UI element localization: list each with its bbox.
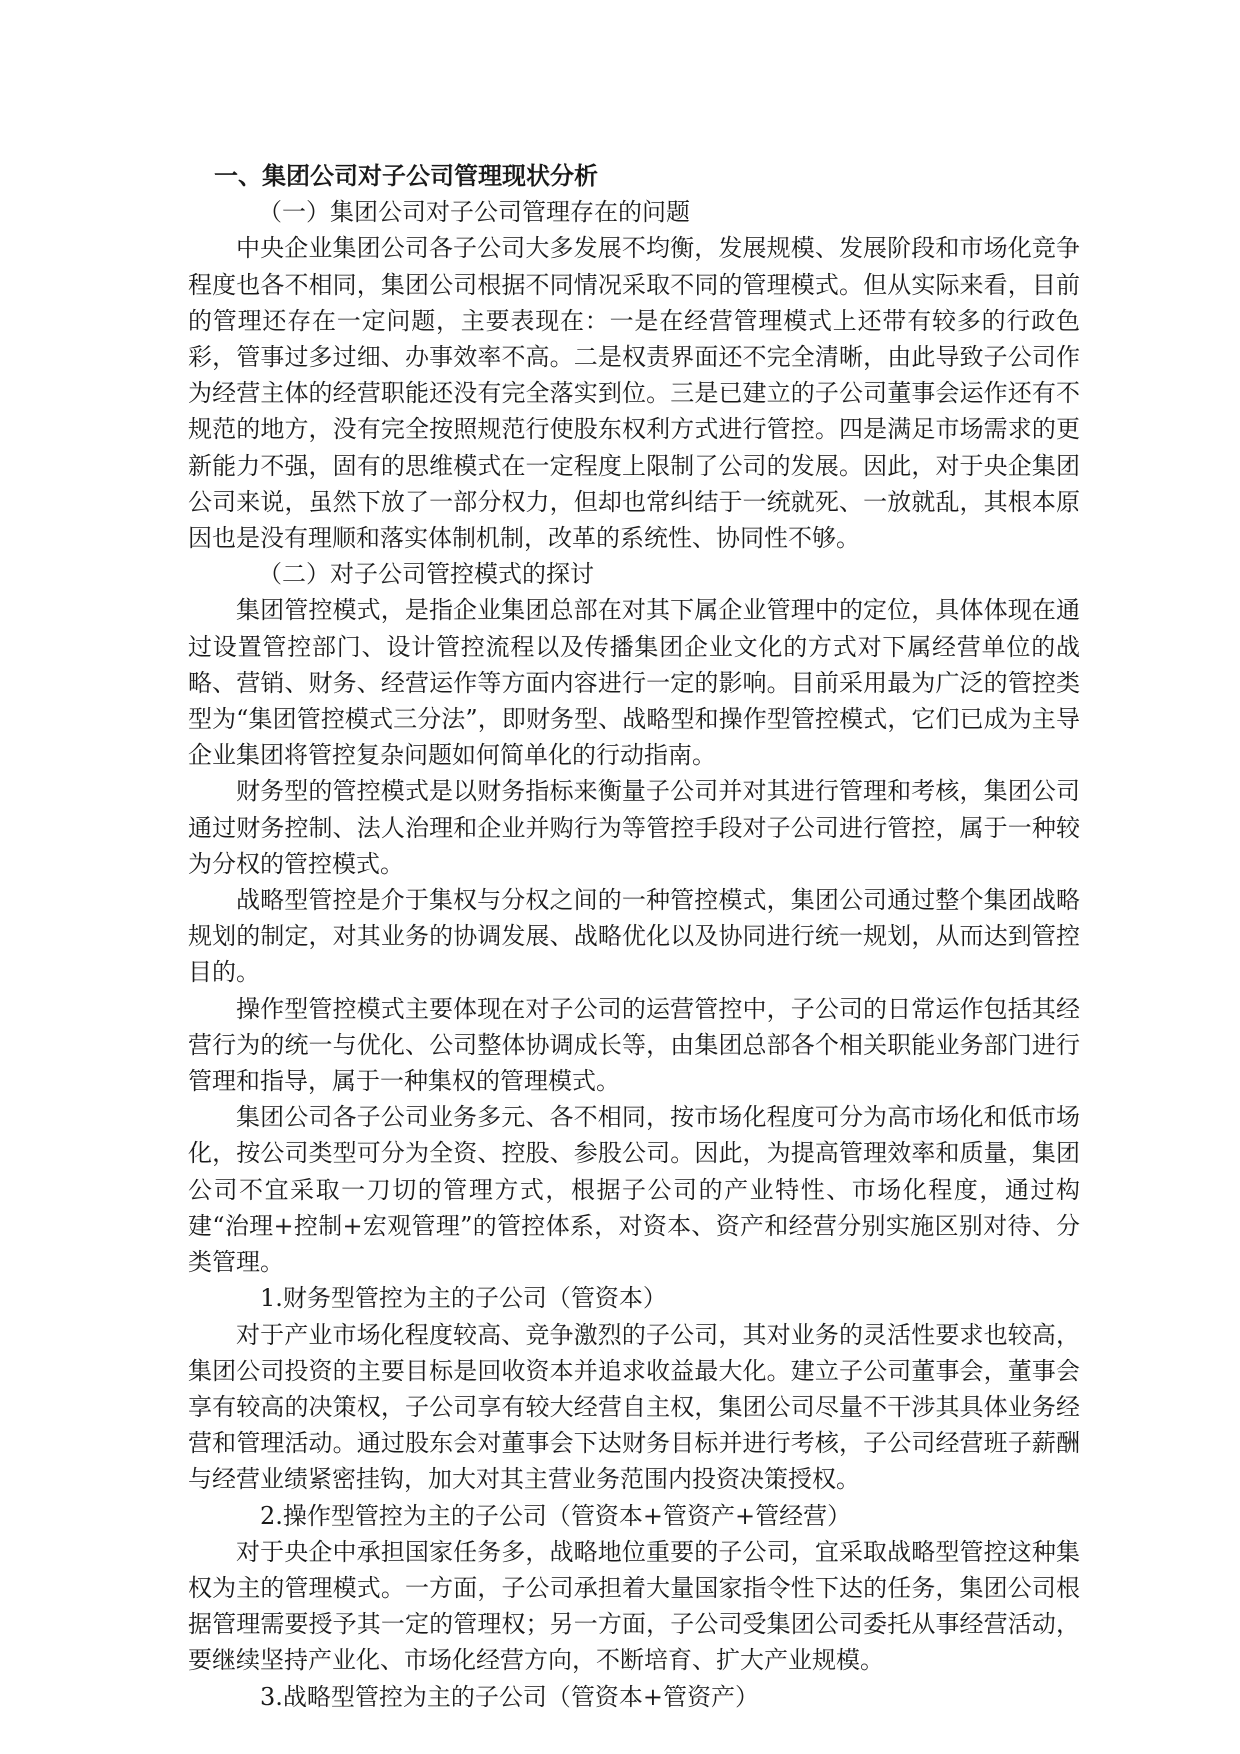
item-2-title: 2.操作型管控为主的子公司（管资本+管资产+管经营） bbox=[260, 1501, 852, 1530]
item-1-text: 对于产业市场化程度较高、竞争激烈的子公司，其对业务的灵活性要求也较高，集团公司投资的主要目标是回收资本并追求收益最大化。建立子公司董事会，董事会享有较高的决策权，子公司享有较大经营自主权，集团公司尽量不干涉其具体业务经营和管理活动。通过股东会对董事会下达财务目标并进行考核，子公司经营班子薪酬与经营业绩紧密挂钩，加大对其主营业务范围内投资决策授权。 bbox=[188, 1320, 1080, 1494]
subsection-heading-models: （二）对子公司管控模式的探讨 bbox=[258, 560, 594, 589]
paragraph-group-control-mode: 集团管控模式，是指企业集团总部在对其下属企业管理中的定位，具体体现在通过设置管控部门、设计管控流程以及传播集团企业文化的方式对下属经营单位的战略、营销、财务、经营运作等方面内容进行一定的影响。目前采用最为广泛的管控类型为“集团管控模式三分法”，即财务型、战略型和操作型管控模式，它们已成为主导企业集团将管控复杂问题如何简单化的行动指南。 bbox=[188, 596, 1080, 770]
section-heading: 一、集团公司对子公司管理现状分析 bbox=[214, 161, 598, 190]
item-3-title: 3.战略型管控为主的子公司（管资本+管资产） bbox=[260, 1682, 760, 1711]
paragraph-strategic-control: 战略型管控是介于集权与分权之间的一种管控模式，集团公司通过整个集团战略规划的制定，对其业务的协调发展、战略优化以及协同进行统一规划，从而达到管控目的。 bbox=[188, 886, 1080, 987]
subsection-heading-problems: （一）集团公司对子公司管理存在的问题 bbox=[258, 198, 690, 227]
item-1-title: 1.财务型管控为主的子公司（管资本） bbox=[260, 1284, 667, 1313]
document-body bbox=[188, 158, 1080, 1715]
paragraph-problems: 中央企业集团公司各子公司大多发展不均衡，发展规模、发展阶段和市场化竞争程度也各不相同，集团公司根据不同情况采取不同的管理模式。但从实际来看，目前的管理还存在一定问题，主要表现在：一是在经营管理模式上还带有较多的行政色彩，管事过多过细、办事效率不高。二是权责界面还不完全清晰，由此导致子公司作为经营主体的经营职能还没有完全落实到位。三是已建立的子公司董事会运作还有不规范的地方，没有完全按照规范行使股东权利方式进行管控。四是满足市场需求的更新能力不强，固有的思维模式在一定程度上限制了公司的发展。因此，对于央企集团公司来说，虽然下放了一部分权力，但却也常纠结于一统就死、一放就乱，其根本原因也是没有理顺和落实体制机制，改革的系统性、协同性不够。 bbox=[188, 234, 1080, 553]
paragraph-operational-control: 操作型管控模式主要体现在对子公司的运营管控中，子公司的日常运作包括其经营行为的统一与优化、公司整体协调成长等，由集团总部各个相关职能业务部门进行管理和指导，属于一种集权的管理模式。 bbox=[188, 994, 1080, 1096]
paragraph-financial-control: 财务型的管控模式是以财务指标来衡量子公司并对其进行管理和考核，集团公司通过财务控制、法人治理和企业并购行为等管控手段对子公司进行管控，属于一种较为分权的管控模式。 bbox=[188, 777, 1080, 878]
item-2-text: 对于央企中承担国家任务多，战略地位重要的子公司，宜采取战略型管控这种集权为主的管理模式。一方面，子公司承担着大量国家指令性下达的任务，集团公司根据管理需要授予其一定的管理权；另一方面，子公司受集团公司委托从事经营活动，要继续坚持产业化、市场化经营方向，不断培育、扩大产业规模。 bbox=[188, 1537, 1080, 1675]
paragraph-classified-management: 集团公司各子公司业务多元、各不相同，按市场化程度可分为高市场化和低市场化，按公司类型可分为全资、控股、参股公司。因此，为提高管理效率和质量，集团公司不宜采取一刀切的管理方式，根据子公司的产业特性、市场化程度，通过构建“治理+控制+宏观管理”的管控体系，对资本、资产和经营分别实施区别对待、分类管理。 bbox=[188, 1103, 1080, 1277]
